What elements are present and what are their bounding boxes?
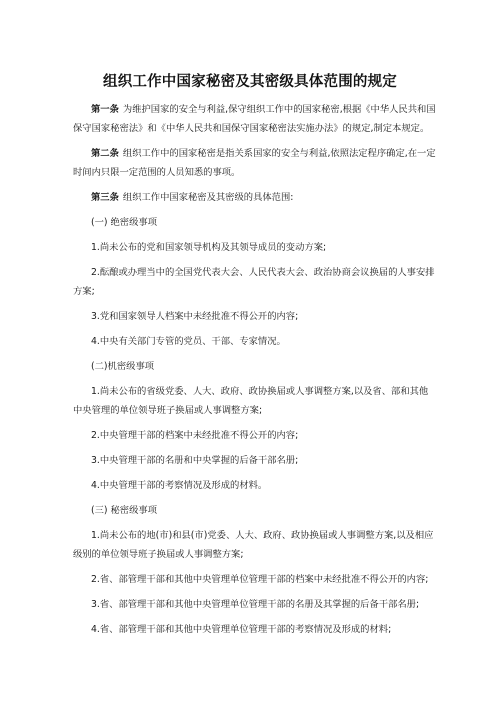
document-body [73, 100, 437, 645]
article-3-text: 组织工作中国家秘密及其密级的具体范围: [122, 192, 294, 203]
list-item: 2.中央管理干部的档案中未经批准不得公开的内容; [91, 430, 299, 441]
list-item: 3.省、部管理干部和其他中央管理单位管理干部的名册及其掌握的后备干部名册; [91, 599, 420, 610]
list-item: 1.尚未公布的地(市)和县(市)党委、人大、政府、政协换届或人事调整方案,以及相应级别的单位领导班子换届或人事调整方案; [73, 530, 434, 560]
article-1-label: 第一条 [91, 104, 119, 115]
article-2 [73, 144, 437, 182]
list-item: 2.酝酿或办理当中的全国党代表大会、人民代表大会、政治协商会议换届的人事安排方案; [73, 267, 435, 297]
section-heading-secret: (二)机密级事项 [91, 361, 155, 372]
list-item: 3.中央管理干部的名册和中央掌握的后备干部名册; [91, 455, 299, 466]
list-item: 1.尚未公布的省级党委、人大、政府、政协换届或人事调整方案,以及省、部和其他中央管理的单位领导班子换届或人事调整方案; [73, 386, 429, 416]
article-3 [73, 188, 437, 207]
article-1 [73, 100, 437, 138]
list-item: 3.党和国家领导人档案中未经批准不得公开的内容; [91, 311, 299, 322]
list-item: 4.省、部管理干部和其他中央管理单位管理干部的考察情况及形成的材料; [91, 624, 392, 635]
list-item: 1.尚未公布的党和国家领导机构及其领导成员的变动方案; [91, 242, 327, 253]
article-2-text: 组织工作中的国家秘密是指关系国家的安全与利益,依照法定程序确定,在一定时间内只限一定范围的人员知悉的事项。 [73, 148, 436, 178]
article-1-text: 为维护国家的安全与利益,保守组织工作中的国家秘密,根据《中华人民共和国保守国家秘密法》和《中华人民共和国保守国家秘密法实施办法》的规定,制定本规定。 [73, 104, 436, 134]
list-item: 2.省、部管理干部和其他中央管理单位管理干部的档案中未经批准不得公开的内容; [91, 574, 429, 585]
document-title: 组织工作中国家秘密及其密级具体范围的规定 [103, 74, 397, 90]
list-item: 4.中央管理干部的考察情况及形成的材料。 [91, 480, 268, 491]
article-2-label: 第二条 [91, 148, 119, 159]
section-heading-confidential: (三) 秘密级事项 [91, 505, 157, 516]
list-item: 4.中央有关部门专管的党员、干部、专家情况。 [91, 336, 286, 347]
section-heading-top-secret: (一) 绝密级事项 [91, 217, 157, 228]
article-3-label: 第三条 [91, 192, 119, 203]
